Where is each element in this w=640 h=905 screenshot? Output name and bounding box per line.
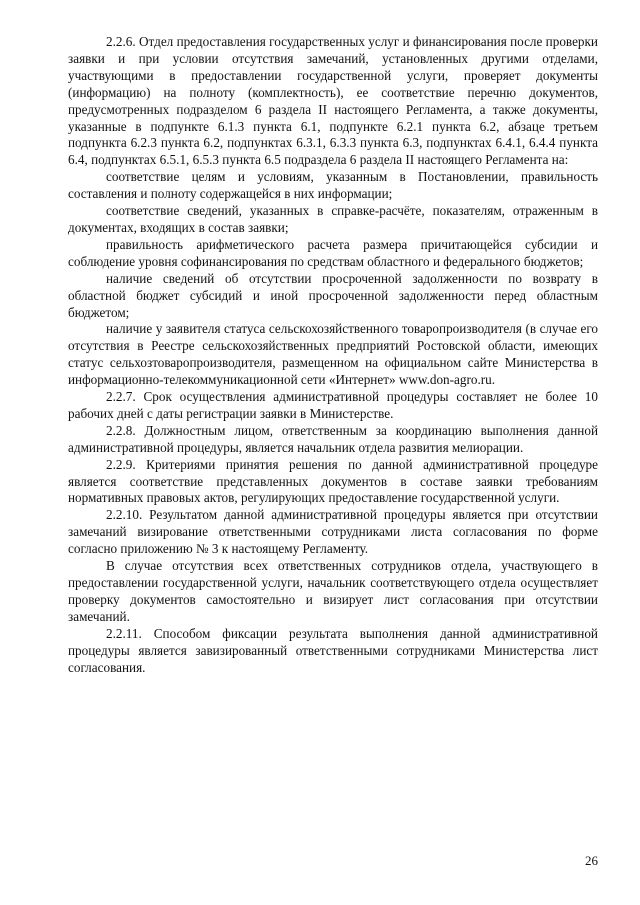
paragraph-2-2-10: 2.2.10. Результатом данной административной процедуры является при отсутствии замечаний визирование ответственными сотрудниками листа согласования по форме согласно приложению № 3 к настоящему Регламенту. [68, 507, 598, 557]
paragraph-2-2-7: 2.2.7. Срок осуществления административной процедуры составляет не более 10 рабочих дней с даты регистрации заявки в Министерстве. [68, 389, 598, 421]
paragraph-2-2-11: 2.2.11. Способом фиксации результата выполнения данной административной процедуры является завизированный ответственными сотрудниками Министерства лист согласования. [68, 625, 598, 675]
paragraph-criterion-calculation-data: соответствие сведений, указанных в справке-расчёте, показателям, отраженным в документах, входящих в состав заявки; [68, 203, 598, 235]
paragraph-criterion-debt: наличие сведений об отсутствии просроченной задолженности по возврату в областной бюджет субсидий и иной просроченной задолженности перед областным бюджетом; [68, 270, 598, 320]
page-number: 26 [585, 853, 598, 868]
paragraph-criterion-producer-status: наличие у заявителя статуса сельскохозяйственного товаропроизводителя (в случае его отсутствия в Реестре сельскохозяйственных предприятий Ростовской области, имеющих статус сельхозтоваропроизводителя, размещенном на официальном сайте Министерства в информационно-телекоммуникационной сети «Интернет» www.don-agro.ru. [68, 321, 598, 388]
document-body [68, 34, 598, 676]
paragraph-criterion-goals: соответствие целям и условиям, указанным в Постановлении, правильность составления и полноту содержащейся в них информации; [68, 169, 598, 202]
paragraph-absence-of-staff: В случае отсутствия всех ответственных сотрудников отдела, участвующего в предоставлении государственной услуги, начальник соответствующего отдела осуществляет проверку документов самостоятельно и визирует лист согласования при отсутствии замечаний. [68, 558, 598, 624]
paragraph-2-2-8: 2.2.8. Должностным лицом, ответственным за координацию выполнения данной административной процедуры, является начальник отдела развития мелиорации. [68, 422, 598, 455]
paragraph-criterion-arithmetic: правильность арифметического расчета размера причитающейся субсидии и соблюдение уровня софинансирования по средствам областного и федерального бюджетов; [68, 236, 598, 269]
paragraph-2-2-6: 2.2.6. Отдел предоставления государственных услуг и финансирования после проверки заявки и при условии отсутствия замечаний, установленных другими отделами, участвующими в предоставлении государственной услуги, проверяет документы (информацию) на полноту (комплектность), ее соответствие перечню документов, предусмотренных подразделом 6 раздела II настоящего Регламента, а также документы, указанные в подпункте 6.1.3 пункта 6.1, подпункте 6.2.1 пункта 6.2, абзаце третьем подпункта 6.2.3 пункта 6.2, подпунктах 6.3.1, 6.3.3 пункта 6.3, подпунктах 6.4.1, 6.4.4 пункта 6.4, подпунктах 6.5.1, 6.5.3 пункта 6.5 подраздела 6 раздела II настоящего Регламента на: [68, 34, 598, 168]
paragraph-2-2-9: 2.2.9. Критериями принятия решения по данной административной процедуре является соответствие представленных документов в составе заявки требованиям нормативных правовых актов, регулирующих предоставление государственной услуги. [68, 456, 598, 506]
